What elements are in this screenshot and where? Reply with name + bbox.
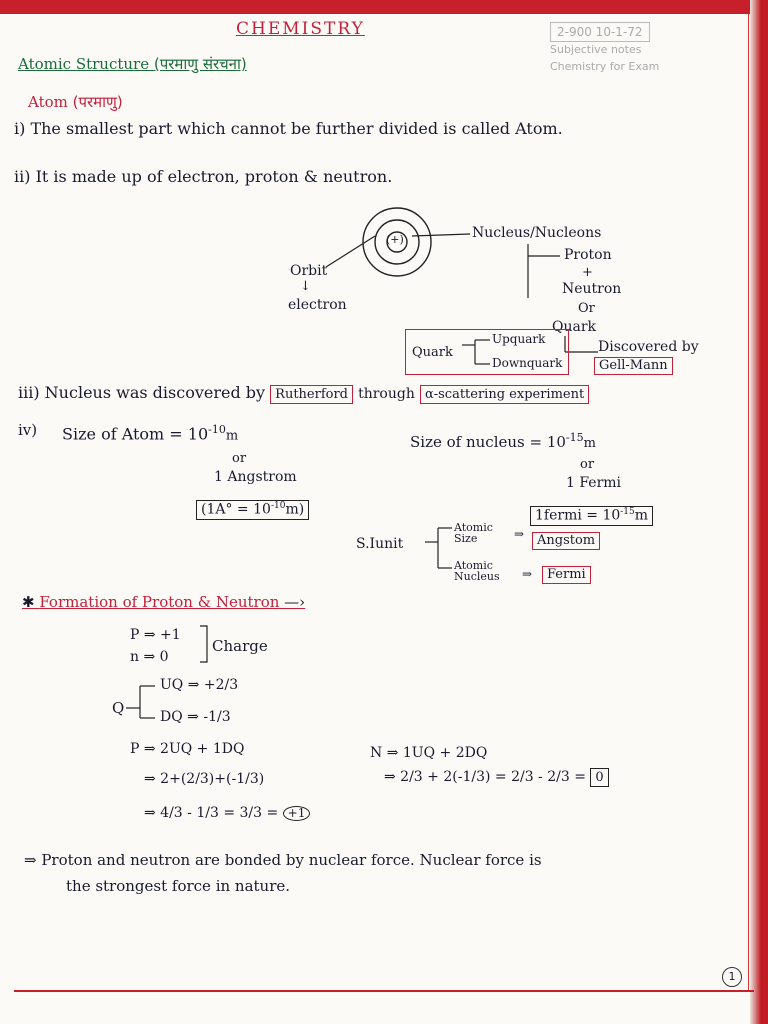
- topic-subheading: Atom (परमाणु): [28, 93, 123, 111]
- orbit-label: Orbit: [290, 263, 328, 279]
- stamp-line-2: Chemistry for Exam: [550, 59, 660, 73]
- quark-label: Quark: [552, 319, 597, 335]
- atomic-size-label: Atomic Size: [454, 521, 493, 545]
- nucleus-symbol: (+): [386, 233, 404, 246]
- proton-label: Proton: [564, 247, 612, 263]
- formation-heading: ✱ Formation of Proton & Neutron —›: [22, 593, 306, 611]
- neutron-label: Neutron: [562, 281, 622, 297]
- alpha-experiment: α-scattering experiment: [420, 385, 589, 404]
- neutron-result: 0: [590, 768, 608, 787]
- stamp-line-1: Subjective notes: [550, 43, 642, 56]
- or-nucleus: or: [580, 457, 595, 472]
- orbit-arrow: ↓: [300, 279, 311, 294]
- fermi-label: 1 Fermi: [566, 475, 622, 491]
- topic-heading: Atomic Structure (परमाणु संरचना): [18, 55, 247, 73]
- proton-equation-2: ⇒ 2+(2/3)+(-1/3): [144, 771, 265, 787]
- conclusion-line-1: ⇒ Proton and neutron are bonded by nuclear force. Nuclear force is: [24, 851, 542, 869]
- page-title: CHEMISTRY: [236, 19, 365, 39]
- down-quark-charge: DQ ⇒ -1/3: [160, 709, 231, 725]
- up-quark-charge: UQ ⇒ +2/3: [160, 677, 239, 693]
- plus-sign: +: [582, 265, 593, 280]
- upquark-label: Upquark: [492, 332, 546, 346]
- proton-result: +1: [283, 806, 311, 821]
- nucleus-label: Nucleus/Nucleons: [472, 225, 602, 241]
- stamp-box: 2-900 10-1-72: [550, 22, 650, 42]
- gell-mann-name: Gell-Mann: [594, 357, 673, 375]
- point-3: iii) Nucleus was discovered by Rutherford through α-scattering experiment: [18, 384, 589, 402]
- proton-equation-3: ⇒ 4/3 - 1/3 = 3/3 = +1: [144, 806, 310, 821]
- point-1: i) The smallest part which cannot be further divided is called Atom.: [14, 119, 563, 138]
- point-4-label: iv): [18, 421, 38, 439]
- fermi-definition-box: 1fermi = $10^{-15}m$: [530, 506, 653, 526]
- neutron-equation-1: N ⇒ 1UQ + 2DQ: [370, 745, 488, 761]
- si-unit-label: S.Iunit: [356, 536, 404, 552]
- or-label: Or: [578, 301, 595, 316]
- quark-box-label: Quark: [412, 345, 453, 360]
- discovered-by-label: Discovered by: [598, 339, 699, 355]
- or-atom: or: [232, 451, 247, 466]
- angstrom-definition-box: $(1A^\circ = 10^{-10}m)$: [196, 500, 309, 520]
- arrow-2: ⇒: [522, 567, 533, 581]
- size-of-atom: Size of Atom = $10^{-10}m$: [62, 423, 239, 444]
- electron-label: electron: [288, 297, 347, 313]
- rutherford-name: Rutherford: [270, 385, 353, 404]
- proton-equation-1: P ⇒ 2UQ + 1DQ: [130, 741, 245, 757]
- arrow-1: ⇒: [514, 527, 525, 541]
- fermi-unit: Fermi: [542, 566, 591, 584]
- page-number: 1: [722, 967, 742, 987]
- point-2: ii) It is made up of electron, proton & neutron.: [14, 167, 393, 186]
- atomic-nucleus-label: Atomic Nucleus: [454, 559, 500, 583]
- quark-q-label: Q: [112, 699, 125, 717]
- size-of-nucleus: Size of nucleus = $10^{-15}m$: [410, 431, 596, 451]
- angstrom-unit: Angstom: [532, 532, 600, 550]
- conclusion-line-2: the strongest force in nature.: [66, 877, 291, 895]
- bottom-line: [14, 990, 754, 992]
- downquark-label: Downquark: [492, 356, 563, 370]
- proton-charge: P ⇒ +1: [130, 627, 181, 643]
- angstrom-label: 1 Angstrom: [214, 469, 297, 485]
- neutron-charge: n ⇒ 0: [130, 649, 169, 665]
- neutron-equation-2: ⇒ 2/3 + 2(-1/3) = 2/3 - 2/3 = 0: [384, 770, 609, 785]
- charge-label: Charge: [212, 637, 268, 655]
